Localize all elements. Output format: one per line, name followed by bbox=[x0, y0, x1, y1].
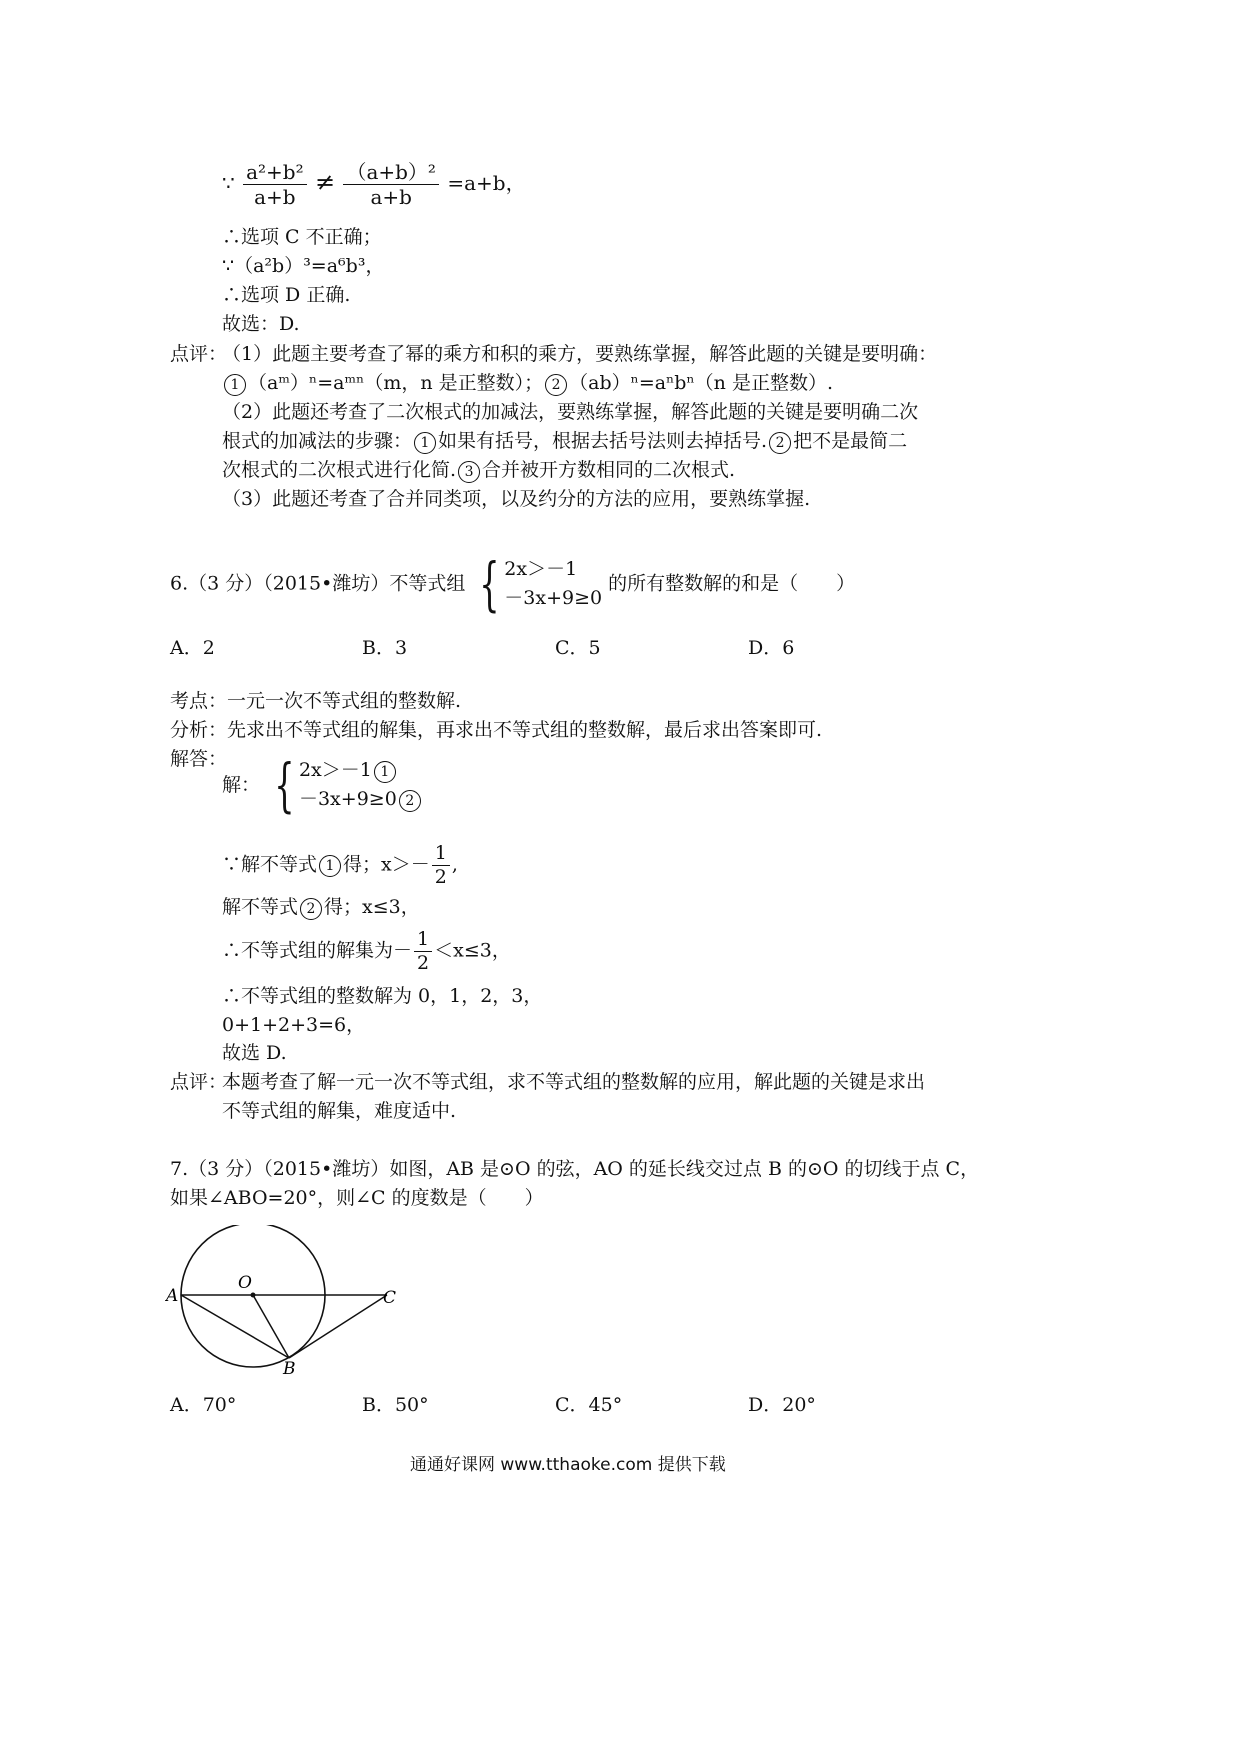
question-6-option-c: C．5 bbox=[555, 637, 601, 659]
fraction-half-denominator: 2 bbox=[434, 865, 447, 888]
comment-line-2 bbox=[222, 372, 833, 396]
comment-line-4-b: 如果有括号，根据去括号法则去掉括号. bbox=[438, 430, 768, 452]
fraction-half bbox=[414, 928, 432, 975]
question-7-option-c: C．45° bbox=[555, 1394, 623, 1416]
label-a: A bbox=[166, 1286, 179, 1306]
fraction-2-numerator: （a+b）² bbox=[343, 160, 439, 185]
step-2 bbox=[222, 896, 420, 920]
fraction-half-numerator: 1 bbox=[432, 842, 450, 866]
question-6-option-b: B．3 bbox=[362, 637, 408, 659]
question-7-stem-line-1: 7.（3 分）（2015•潍坊）如图，AB 是⊙O 的弦，AO 的延长线交过点 B 的⊙O 的切线于点 C， bbox=[170, 1158, 980, 1180]
solution-label: 解： bbox=[222, 774, 261, 797]
not-equal-symbol: ≠ bbox=[314, 168, 336, 196]
question-7-option-d: D．20° bbox=[748, 1394, 816, 1416]
point-o bbox=[251, 1293, 256, 1298]
question-6-option-d: D．6 bbox=[748, 637, 795, 659]
step-3 bbox=[222, 928, 511, 975]
fraction-half bbox=[432, 842, 450, 889]
circled-number-2: 2 bbox=[399, 790, 421, 812]
circled-number-2: 2 bbox=[300, 898, 322, 920]
comment-line-6: （3）此题还考查了合并同类项，以及约分的方法的应用，要熟练掌握. bbox=[222, 488, 811, 510]
segment-bc bbox=[289, 1295, 387, 1358]
solution-inequality-system bbox=[266, 751, 423, 820]
brace-icon: { bbox=[274, 751, 295, 820]
line-option-d: ∴选项 D 正确. bbox=[222, 284, 351, 306]
label-b: B bbox=[283, 1359, 296, 1375]
line-power: ∵（a²b）³=a⁶b³， bbox=[222, 255, 385, 277]
segment-ob bbox=[253, 1295, 289, 1358]
step-2-b: 得；x≤3， bbox=[324, 896, 420, 918]
page-footer: 通通好课网 www.tthaoke.com 提供下载 bbox=[410, 1455, 726, 1475]
brace-icon: { bbox=[479, 550, 500, 619]
step-5: 0+1+2+3=6， bbox=[222, 1014, 366, 1036]
solution-system bbox=[222, 751, 423, 820]
circled-number-2: 2 bbox=[769, 432, 791, 454]
step-1-a: ∵解不等式 bbox=[222, 853, 318, 876]
question-6-fenxi: 分析：先求出不等式组的解集，再求出不等式组的整数解，最后求出答案即可. bbox=[170, 719, 823, 741]
comment-line-5 bbox=[222, 459, 735, 483]
fraction-2-denominator: a+b bbox=[370, 185, 412, 209]
comment-line-5-b: 合并被开方数相同的二次根式. bbox=[482, 459, 736, 481]
fraction-1-denominator: a+b bbox=[254, 185, 296, 209]
solution-inequality-1-text: 2x＞－1 bbox=[298, 759, 372, 781]
comment-line-2-part-2: （ab）ⁿ=aⁿbⁿ（n 是正整数）. bbox=[569, 372, 834, 394]
comment-label: 点评： bbox=[170, 343, 228, 365]
question-6-kaodian: 考点：一元一次不等式组的整数解. bbox=[170, 690, 462, 712]
inequality-2: －3x+9≥0 bbox=[504, 587, 603, 610]
step-2-a: 解不等式 bbox=[222, 896, 299, 918]
inequality-1: 2x＞－1 bbox=[504, 558, 578, 580]
circled-number-2: 2 bbox=[545, 374, 567, 396]
comment-line-3: （2）此题还考查了二次根式的加减法，要熟练掌握，解答此题的关键是要明确二次 bbox=[222, 401, 919, 423]
comment-line-4 bbox=[222, 430, 907, 454]
solution-inequality-2-text: －3x+9≥0 bbox=[298, 788, 397, 811]
label-c: C bbox=[383, 1288, 397, 1308]
circled-number-1: 1 bbox=[319, 855, 341, 877]
fraction-half-denominator: 2 bbox=[417, 951, 430, 974]
question-6-stem-a: 6.（3 分）（2015•潍坊）不等式组 bbox=[170, 572, 466, 595]
circle-tangent-diagram bbox=[165, 1225, 425, 1375]
fraction-2 bbox=[343, 160, 439, 209]
step-4: ∴不等式组的整数解为 0，1，2，3， bbox=[222, 985, 543, 1007]
question-6-stem bbox=[170, 550, 856, 619]
line-option-c: ∴选项 C 不正确； bbox=[222, 226, 382, 248]
because-symbol: ∵ bbox=[222, 171, 235, 195]
comment-line-4-a: 根式的加减法的步骤： bbox=[222, 430, 413, 452]
line-choose: 故选：D. bbox=[222, 313, 300, 335]
fraction-half-numerator: 1 bbox=[414, 928, 432, 952]
solution-inequality-1 bbox=[299, 756, 423, 785]
question-6-comment-line-1: 本题考查了解一元一次不等式组，求不等式组的整数解的应用，解此题的关键是求出 bbox=[222, 1071, 926, 1093]
comment-line-5-a: 次根式的二次根式进行化简. bbox=[222, 459, 457, 481]
circled-number-1: 1 bbox=[224, 374, 246, 396]
question-6-jieda-label: 解答： bbox=[170, 748, 228, 770]
question-7-stem-line-2: 如果∠ABO=20°，则∠C 的度数是（ ） bbox=[170, 1187, 544, 1209]
comment-line-1: （1）此题主要考查了幂的乘方和积的乘方，要熟练掌握，解答此题的关键是要明确： bbox=[222, 343, 938, 365]
comment-line-4-c: 把不是最简二 bbox=[793, 430, 908, 452]
question-6-comment-label: 点评： bbox=[170, 1071, 228, 1093]
question-7-option-b: B．50° bbox=[362, 1394, 429, 1416]
segment-ab bbox=[181, 1295, 289, 1358]
question-6-comment-line-2: 不等式组的解集，难度适中. bbox=[222, 1100, 457, 1122]
step-1-c: , bbox=[451, 853, 458, 876]
step-6: 故选 D. bbox=[222, 1042, 287, 1064]
step-1 bbox=[222, 842, 458, 889]
step-1-b: 得；x＞－ bbox=[343, 853, 430, 876]
fraction-1 bbox=[243, 160, 307, 209]
step-3-b: ＜x≤3， bbox=[434, 939, 511, 962]
fraction-tail: =a+b， bbox=[447, 171, 526, 195]
question-7-option-a: A．70° bbox=[170, 1394, 237, 1416]
circled-number-1: 1 bbox=[414, 432, 436, 454]
step-3-a: ∴不等式组的解集为－ bbox=[222, 939, 413, 962]
inequality-system bbox=[471, 550, 603, 619]
fraction-inequality-line bbox=[222, 160, 526, 209]
circled-number-1: 1 bbox=[374, 761, 396, 783]
circled-number-3: 3 bbox=[458, 461, 480, 483]
question-6-stem-b: 的所有整数解的和是（ ） bbox=[608, 572, 856, 595]
question-6-option-a: A．2 bbox=[170, 637, 215, 659]
comment-line-2-part-1: （aᵐ）ⁿ=aᵐⁿ（m，n 是正整数）； bbox=[248, 372, 544, 394]
fraction-1-numerator: a²+b² bbox=[243, 160, 307, 185]
label-o: O bbox=[238, 1273, 252, 1293]
solution-inequality-2 bbox=[299, 785, 423, 814]
